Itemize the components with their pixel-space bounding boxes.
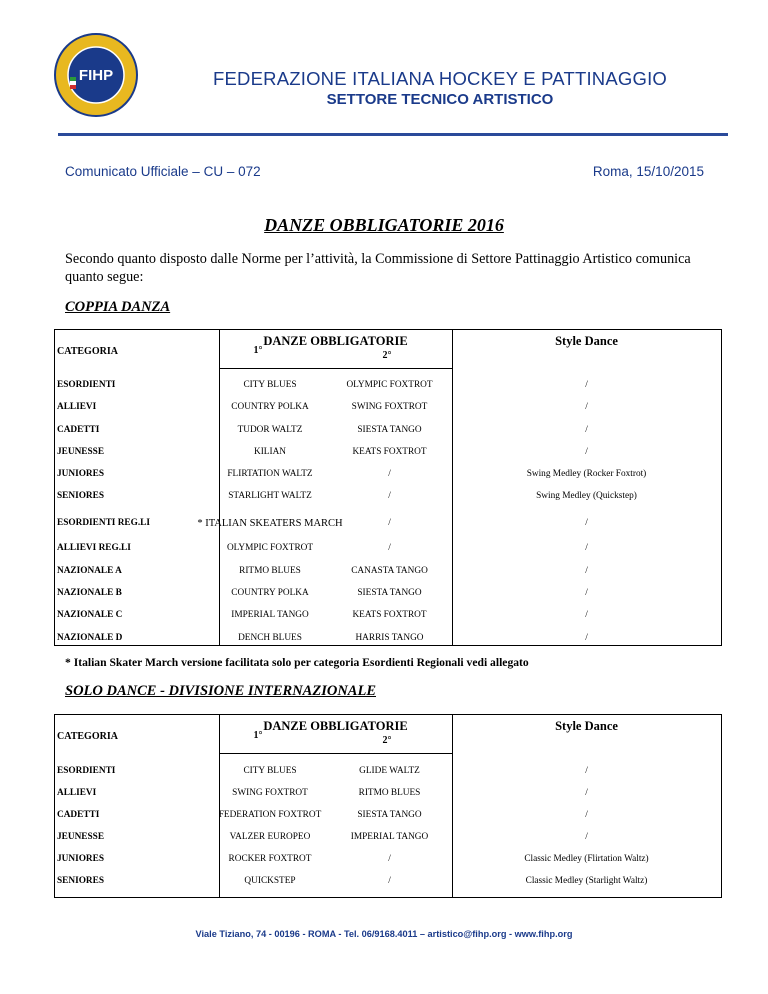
row-dance-2: /	[388, 491, 391, 501]
row-style-dance: /	[585, 788, 588, 798]
row-category: JEUNESSE	[57, 832, 105, 842]
coppia-danza-table	[54, 329, 722, 646]
row-dance-2: IMPERIAL TANGO	[350, 832, 429, 842]
row-dance-2: CANASTA TANGO	[351, 566, 428, 576]
row-category: JUNIORES	[57, 469, 105, 479]
col-header-group: DANZE OBBLIGATORIE	[263, 334, 408, 348]
row-dance-2: KEATS FOXTROT	[352, 610, 427, 620]
row-dance-2: /	[388, 543, 391, 553]
row-dance-2: OLYMPIC FOXTROT	[346, 380, 433, 390]
row-category: NAZIONALE D	[57, 633, 123, 643]
section-solo-dance-heading: SOLO DANCE - DIVISIONE INTERNAZIONALE	[65, 683, 376, 699]
row-dance-1: STARLIGHT WALTZ	[228, 491, 312, 501]
row-category: ESORDIENTI	[57, 380, 116, 390]
row-category: NAZIONALE C	[57, 610, 123, 620]
row-dance-1: * ITALIAN SKEATERS MARCH	[197, 518, 343, 529]
row-style-dance: /	[585, 832, 588, 842]
federation-subtitle: SETTORE TECNICO ARTISTICO	[326, 91, 554, 108]
document-title: DANZE OBBLIGATORIE 2016	[264, 215, 504, 235]
col-header-second: 2°	[382, 735, 392, 746]
row-dance-2: SIESTA TANGO	[357, 425, 422, 435]
row-dance-1: QUICKSTEP	[244, 876, 296, 886]
row-style-dance: /	[585, 447, 588, 457]
col-header-category: CATEGORIA	[57, 731, 118, 742]
row-dance-1: FLIRTATION WALTZ	[227, 469, 313, 479]
header-rule	[219, 368, 452, 369]
row-dance-1: DENCH BLUES	[238, 633, 302, 643]
col-header-first: 1°	[253, 345, 263, 356]
row-dance-2: SIESTA TANGO	[357, 810, 422, 820]
row-category: SENIORES	[57, 876, 105, 886]
row-style-dance: /	[585, 810, 588, 820]
federation-title: FEDERAZIONE ITALIANA HOCKEY E PATTINAGGIO	[213, 68, 667, 89]
row-category: ESORDIENTI REG.LI	[57, 518, 150, 528]
col-header-category: CATEGORIA	[57, 346, 118, 357]
row-style-dance: /	[585, 425, 588, 435]
footnote: * Italian Skater March versione facilitata solo per categoria Esordienti Regionali vedi allegato	[65, 656, 529, 669]
row-dance-1: RITMO BLUES	[239, 566, 301, 576]
solo-dance-table	[54, 714, 722, 898]
row-style-dance: /	[585, 766, 588, 776]
logo-center-text: FIHP	[78, 67, 114, 84]
row-category: ESORDIENTI	[57, 766, 116, 776]
row-dance-1: SWING FOXTROT	[232, 788, 308, 798]
place-date: Roma, 15/10/2015	[592, 164, 704, 179]
row-style-dance: Classic Medley (Starlight Waltz)	[525, 876, 648, 886]
row-dance-1: CITY BLUES	[243, 766, 297, 776]
row-category: NAZIONALE B	[57, 588, 122, 598]
row-style-dance: Classic Medley (Flirtation Waltz)	[524, 854, 649, 864]
row-dance-2: /	[388, 876, 391, 886]
row-category: CADETTI	[57, 425, 100, 435]
row-dance-1: COUNTRY POLKA	[231, 588, 309, 598]
row-dance-1: VALZER EUROPEO	[229, 832, 311, 842]
row-style-dance: /	[585, 518, 588, 528]
col-header-style: Style Dance	[555, 334, 618, 348]
row-category: JEUNESSE	[57, 447, 105, 457]
footer-contact: Viale Tiziano, 74 - 00196 - ROMA - Tel. 06/9168.4011 – artistico@fihp.org - www.fihp.org	[195, 929, 573, 939]
row-category: ALLIEVI REG.LI	[57, 543, 131, 553]
header-rule	[219, 753, 452, 754]
communique-number: Comunicato Ufficiale – CU – 072	[65, 164, 261, 179]
row-dance-2: RITMO BLUES	[358, 788, 421, 798]
row-dance-1: COUNTRY POLKA	[231, 402, 309, 412]
row-style-dance: /	[585, 610, 588, 620]
row-style-dance: /	[585, 566, 588, 576]
row-style-dance: /	[585, 380, 588, 390]
row-style-dance: /	[585, 633, 588, 643]
row-category: JUNIORES	[57, 854, 105, 864]
row-dance-2: KEATS FOXTROT	[352, 447, 427, 457]
row-dance-1: OLYMPIC FOXTROT	[226, 543, 314, 553]
row-dance-2: /	[388, 469, 391, 479]
row-dance-1: CITY BLUES	[243, 380, 297, 390]
col-header-second: 2°	[382, 350, 392, 361]
row-dance-1: FEDERATION FOXTROT	[218, 810, 322, 820]
col-header-style: Style Dance	[555, 719, 618, 733]
row-category: CADETTI	[57, 810, 100, 820]
row-dance-2: /	[388, 518, 391, 528]
row-dance-1: ROCKER FOXTROT	[228, 854, 312, 864]
row-dance-2: /	[388, 854, 391, 864]
row-category: SENIORES	[57, 491, 105, 501]
row-style-dance: /	[585, 402, 588, 412]
fihp-logo	[54, 33, 138, 117]
col-header-group: DANZE OBBLIGATORIE	[263, 719, 408, 733]
col-header-first: 1°	[253, 730, 263, 741]
row-dance-1: TUDOR WALTZ	[237, 425, 303, 435]
row-dance-1: KILIAN	[253, 447, 286, 457]
row-style-dance: /	[585, 588, 588, 598]
row-dance-2: GLIDE WALTZ	[359, 766, 420, 776]
row-dance-2: HARRIS TANGO	[355, 633, 424, 643]
row-style-dance: Swing Medley (Quickstep)	[536, 491, 637, 501]
section-coppia-danza-heading: COPPIA DANZA	[65, 299, 171, 315]
row-dance-2: SIESTA TANGO	[357, 588, 422, 598]
row-category: ALLIEVI	[57, 788, 97, 798]
row-style-dance: /	[585, 543, 588, 553]
header-divider	[58, 133, 728, 136]
row-category: ALLIEVI	[57, 402, 97, 412]
row-dance-2: SWING FOXTROT	[351, 402, 428, 412]
intro-paragraph: Secondo quanto disposto dalle Norme per l’attività, la Commissione di Settore Pattinaggio Artistico comunica quanto segue:	[65, 251, 691, 285]
row-style-dance: Swing Medley (Rocker Foxtrot)	[526, 469, 647, 479]
row-category: NAZIONALE A	[57, 566, 122, 576]
row-dance-1: IMPERIAL TANGO	[231, 610, 309, 620]
